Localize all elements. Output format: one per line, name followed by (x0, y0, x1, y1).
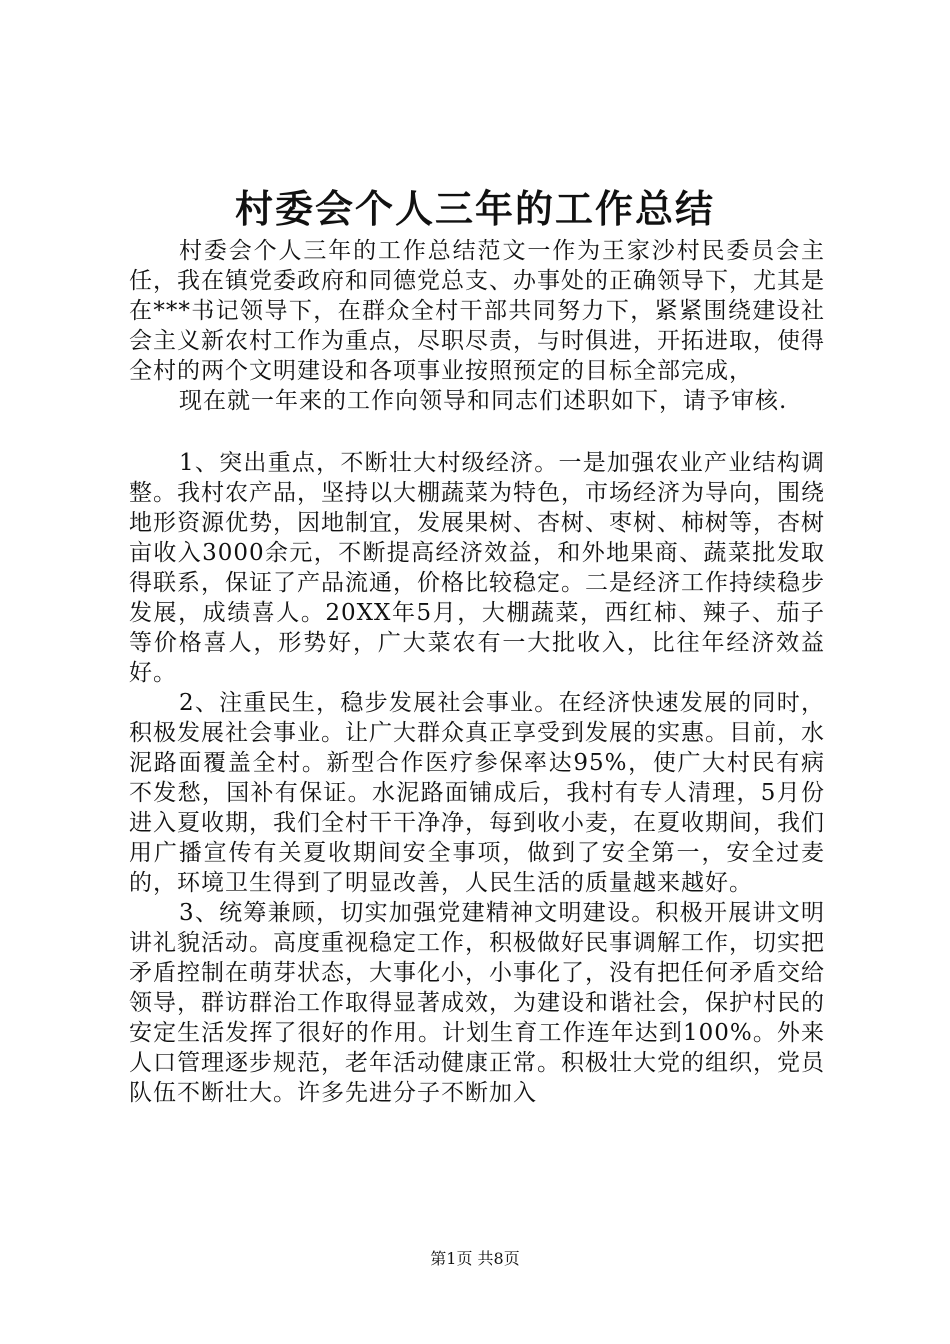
page-footer: 第1页 共8页 (430, 1249, 520, 1268)
paragraph-spacer (129, 416, 825, 448)
paragraph-economy: 1、突出重点，不断壮大村级经济。一是加强农业产业结构调整。我村农产品，坚持以大棚蔬菜为特色，市场经济为导向，围绕地形资源优势，因地制宜，发展果树、杏树、枣树、柿树等，杏树亩收入3000余元，不断提高经济效益，和外地果商、蔬菜批发取得联系，保证了产品流通，价格比较稳定。二是经济工作持续稳步发展，成绩喜人。20XX年5月，大棚蔬菜，西红柿、辣子、茄子等价格喜人，形势好，广大菜农有一大批收入，比往年经济效益好。 (129, 450, 825, 686)
document-body (129, 236, 825, 1108)
paragraph-intro: 村委会个人三年的工作总结范文一作为王家沙村民委员会主任，我在镇党委政府和同德党总支、办事处的正确领导下，尤其是在***书记领导下，在群众全村干部共同努力下，紧紧围绕建设社会主义新农村工作为重点，尽职尽责，与时俱进，开拓进取，使得全村的两个文明建设和各项事业按照预定的目标全部完成， (129, 238, 825, 384)
paragraph-social-affairs: 2、注重民生，稳步发展社会事业。在经济快速发展的同时，积极发展社会事业。让广大群众真正享受到发展的实惠。目前，水泥路面覆盖全村。新型合作医疗参保率达95%，使广大村民有病不发愁，国补有保证。水泥路面铺成后，我村有专人清理，5月份进入夏收期，我们全村干干净净，每到收小麦，在夏收期间，我们用广播宣传有关夏收期间安全事项，做到了安全第一，安全过麦的，环境卫生得到了明显改善，人民生活的质量越来越好。 (129, 690, 825, 896)
paragraph-report-statement: 现在就一年来的工作向领导和同志们述职如下，请予审核. (179, 388, 788, 414)
paragraph-party-building: 3、统筹兼顾，切实加强党建精神文明建设。积极开展讲文明讲礼貌活动。高度重视稳定工作，积极做好民事调解工作，切实把矛盾控制在萌芽状态，大事化小，小事化了，没有把任何矛盾交给领导，群访群治工作取得显著成效，为建设和谐社会，保护村民的安定生活发挥了很好的作用。计划生育工作连年达到100%。外来人口管理逐步规范，老年活动健康正常。积极壮大党的组织，党员队伍不断壮大。许多先进分子不断加入 (129, 900, 825, 1106)
document-title: 村委会个人三年的工作总结 (234, 186, 715, 231)
